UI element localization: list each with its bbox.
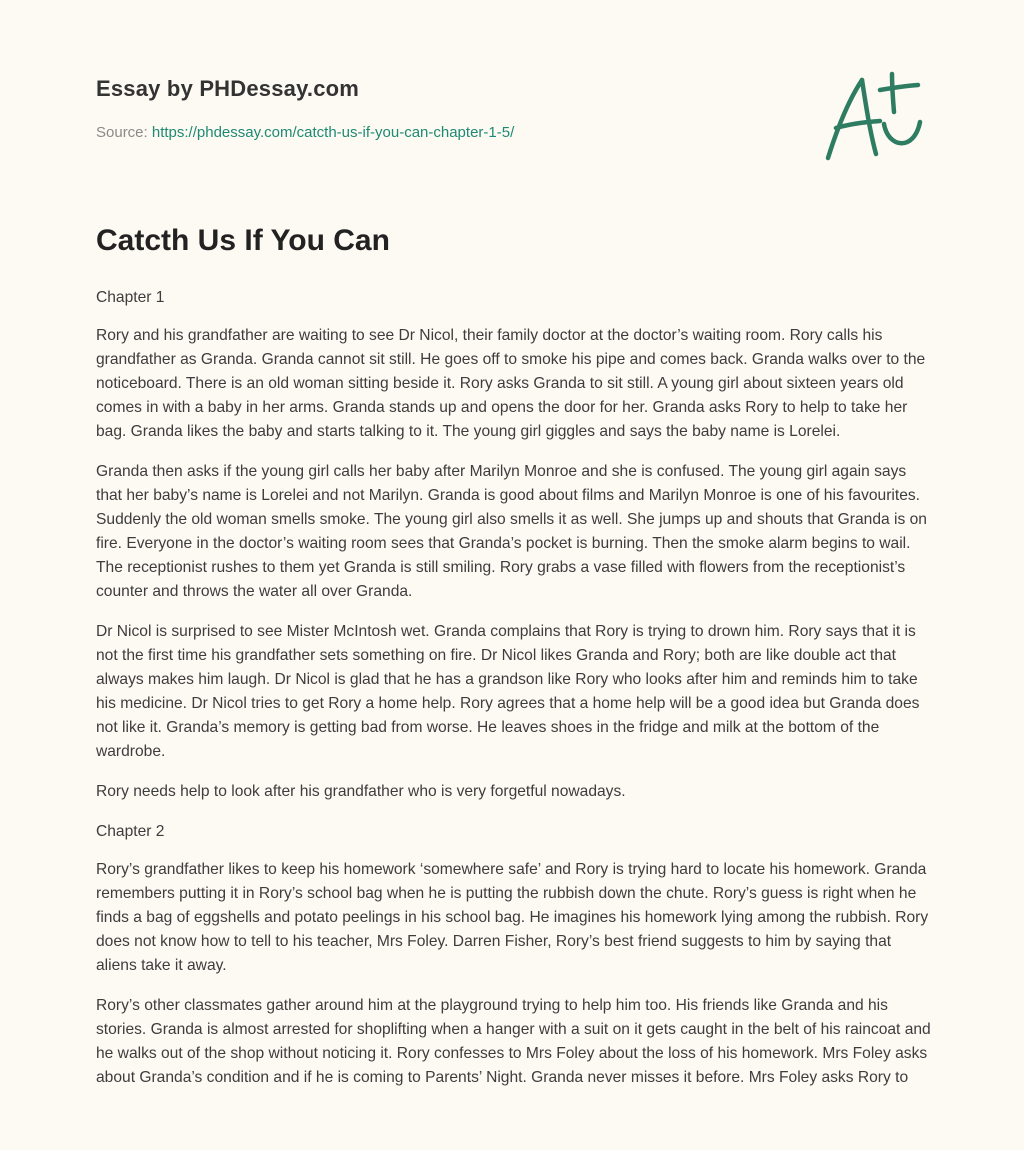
paragraph: Rory’s other classmates gather around him at the playground trying to help him too. His friends like Granda and his stories. Granda is almost arrested for shoplifting when a hanger with a suit on it gets caught in the belt of his raincoat and he walks out of the shop without noticing it. Rory confesses to Mrs Foley about the loss of his homework. Mrs Foley asks about Granda’s condition and if he is coming to Parents’ Night. Granda never misses it before. Mrs Foley asks Rory to: [96, 997, 931, 1086]
page-header: [96, 76, 796, 141]
chapter-heading: Chapter 1: [96, 289, 165, 306]
site-brand: Essay by PHDessay.com: [96, 76, 360, 101]
a-plus-logo-icon: [818, 66, 928, 166]
paragraph: Dr Nicol is surprised to see Mister McIntosh wet. Granda complains that Rory is trying to drown him. Rory says that it is not the first time his grandfather sets something on fire. Dr Nicol likes Granda and Rory; both are like double act that always makes him laugh. Dr Nicol is glad that he has a grandson like Rory who looks after him and reminds him to take his medicine. Dr Nicol tries to get Rory a home help. Rory agrees that a home help will be a good idea but Granda does not like it. Granda’s memory is getting bad from worse. He leaves shoes in the fridge and milk at the bottom of the wardrobe.: [96, 623, 920, 760]
paragraph: Granda then asks if the young girl calls her baby after Marilyn Monroe and she is confused. The young girl again says that her baby’s name is Lorelei and not Marilyn. Granda is good about films and Marilyn Monroe is one of his favourites. Suddenly the old woman smells smoke. The young girl also smells it as well. She jumps up and shouts that Granda is on fire. Everyone in the doctor’s waiting room sees that Granda’s pocket is burning. Then the smoke alarm begins to wail. The receptionist rushes to them yet Granda is still smiling. Rory grabs a vase filled with flowers from the receptionist’s counter and throws the water all over Granda.: [96, 463, 927, 600]
paragraph: Rory needs help to look after his grandfather who is very forgetful nowadays.: [96, 783, 626, 800]
source-line: [96, 124, 796, 141]
source-link[interactable]: https://phdessay.com/catcth-us-if-you-can-chapter-1-5/: [151, 124, 515, 141]
paragraph: Rory’s grandfather likes to keep his homework ‘somewhere safe’ and Rory is trying hard to locate his homework. Granda remembers putting it in Rory’s school bag when he is putting the rubbish down the chute. Rory’s guess is right when he finds a bag of eggshells and potato peelings in his school bag. He imagines his homework lying among the rubbish. Rory does not know how to tell to his teacher, Mrs Foley. Darren Fisher, Rory’s best friend suggests to him by saying that aliens take it away.: [96, 861, 929, 974]
document-body: [96, 286, 932, 1106]
chapter-heading: Chapter 2: [96, 823, 165, 840]
paragraph: Rory and his grandfather are waiting to see Dr Nicol, their family doctor at the doctor’s waiting room. Rory calls his grandfather as Granda. Granda cannot sit still. He goes off to smoke his pipe and comes back. Granda walks over to the noticeboard. There is an old woman sitting beside it. Rory asks Granda to sit still. A young girl about sixteen years old comes in with a baby in her arms. Granda stands up and opens the door for her. Granda asks Rory to help to take her bag. Granda likes the baby and starts talking to it. The young girl giggles and says the baby name is Lorelei.: [96, 327, 926, 440]
source-label: Source:: [96, 124, 148, 141]
document-title: Catcth Us If You Can: [96, 224, 390, 257]
